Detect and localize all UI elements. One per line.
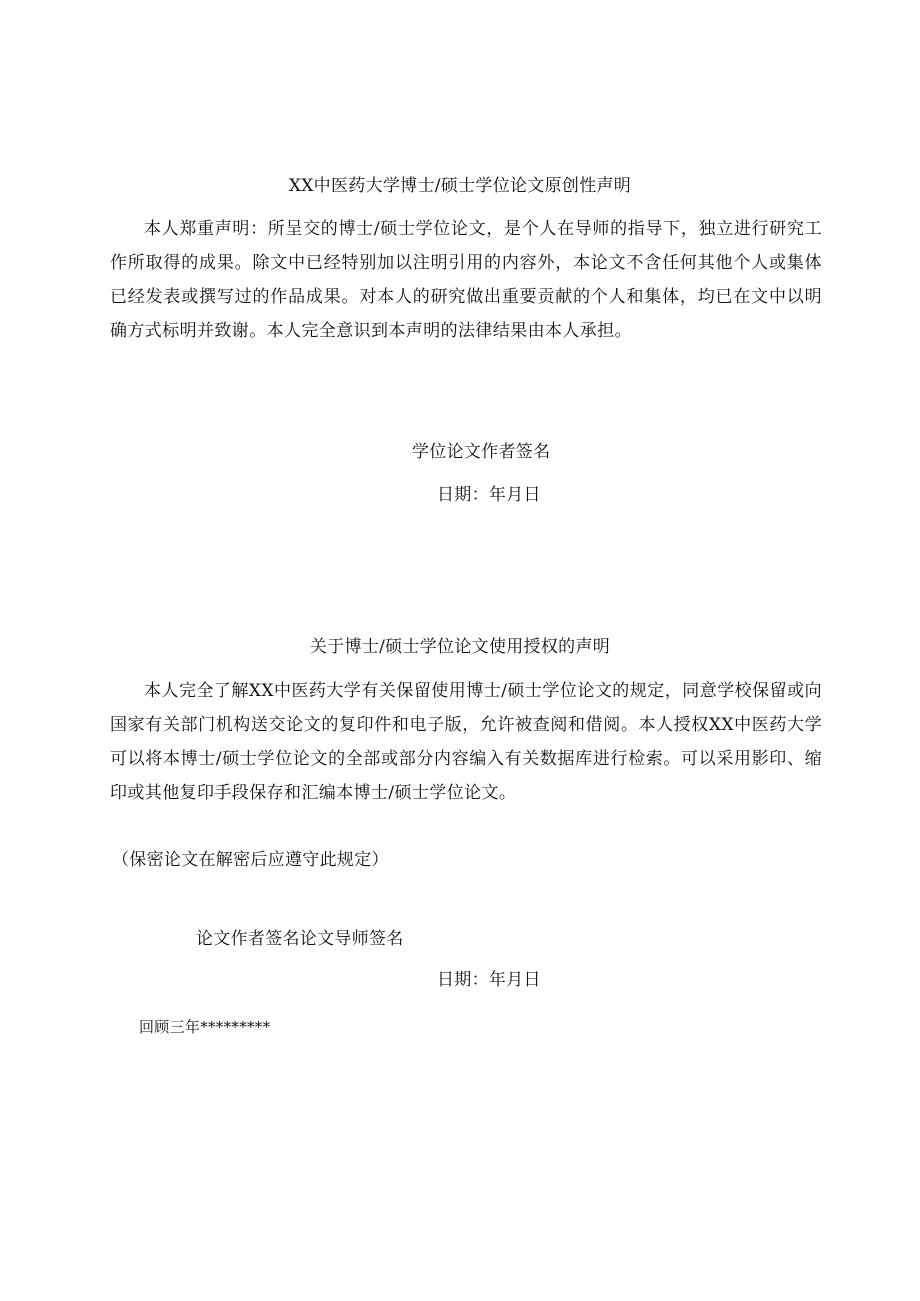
authorization-declaration-title: 关于博士/硕士学位论文使用授权的声明 (309, 637, 611, 657)
confidential-note: （保密论文在解密后应遵守此规定） (112, 850, 389, 870)
authorization-declaration-body: 本人完全了解XX中医药大学有关保留使用博士/硕士学位论文的规定，同意学校保留或向国家有关部门机构送交论文的复印件和电子版，允许被查阅和借阅。本人授权XX中医药大学可以将本博士/硕士学位论文的全部或部分内容编入有关数据库进行检索。可以采用影印、缩印或其他复印手段保存和汇编本博士/硕士学位论文。 (110, 681, 822, 803)
authorization-date-label: 日期：年月日 (437, 970, 541, 990)
originality-date-label: 日期：年月日 (437, 485, 541, 505)
authorization-signature-labels: 论文作者签名论文导师签名 (196, 929, 404, 949)
originality-declaration-title: XX中医药大学博士/硕士学位论文原创性声明 (288, 176, 632, 196)
originality-signature-label: 学位论文作者签名 (412, 442, 551, 462)
originality-declaration-body: 本人郑重声明：所呈交的博士/硕士学位论文，是个人在导师的指导下，独立进行研究工作所取得的成果。除文中已经特别加以注明引用的内容外，本论文不含任何其他个人或集体已经发表或撰写过的作品成果。对本人的研究做出重要贡献的个人和集体，均已在文中以明确方式标明并致谢。本人完全意识到本声明的法律结果由本人承担。 (110, 219, 822, 341)
footer-text: 回顾三年********* (139, 1018, 271, 1036)
